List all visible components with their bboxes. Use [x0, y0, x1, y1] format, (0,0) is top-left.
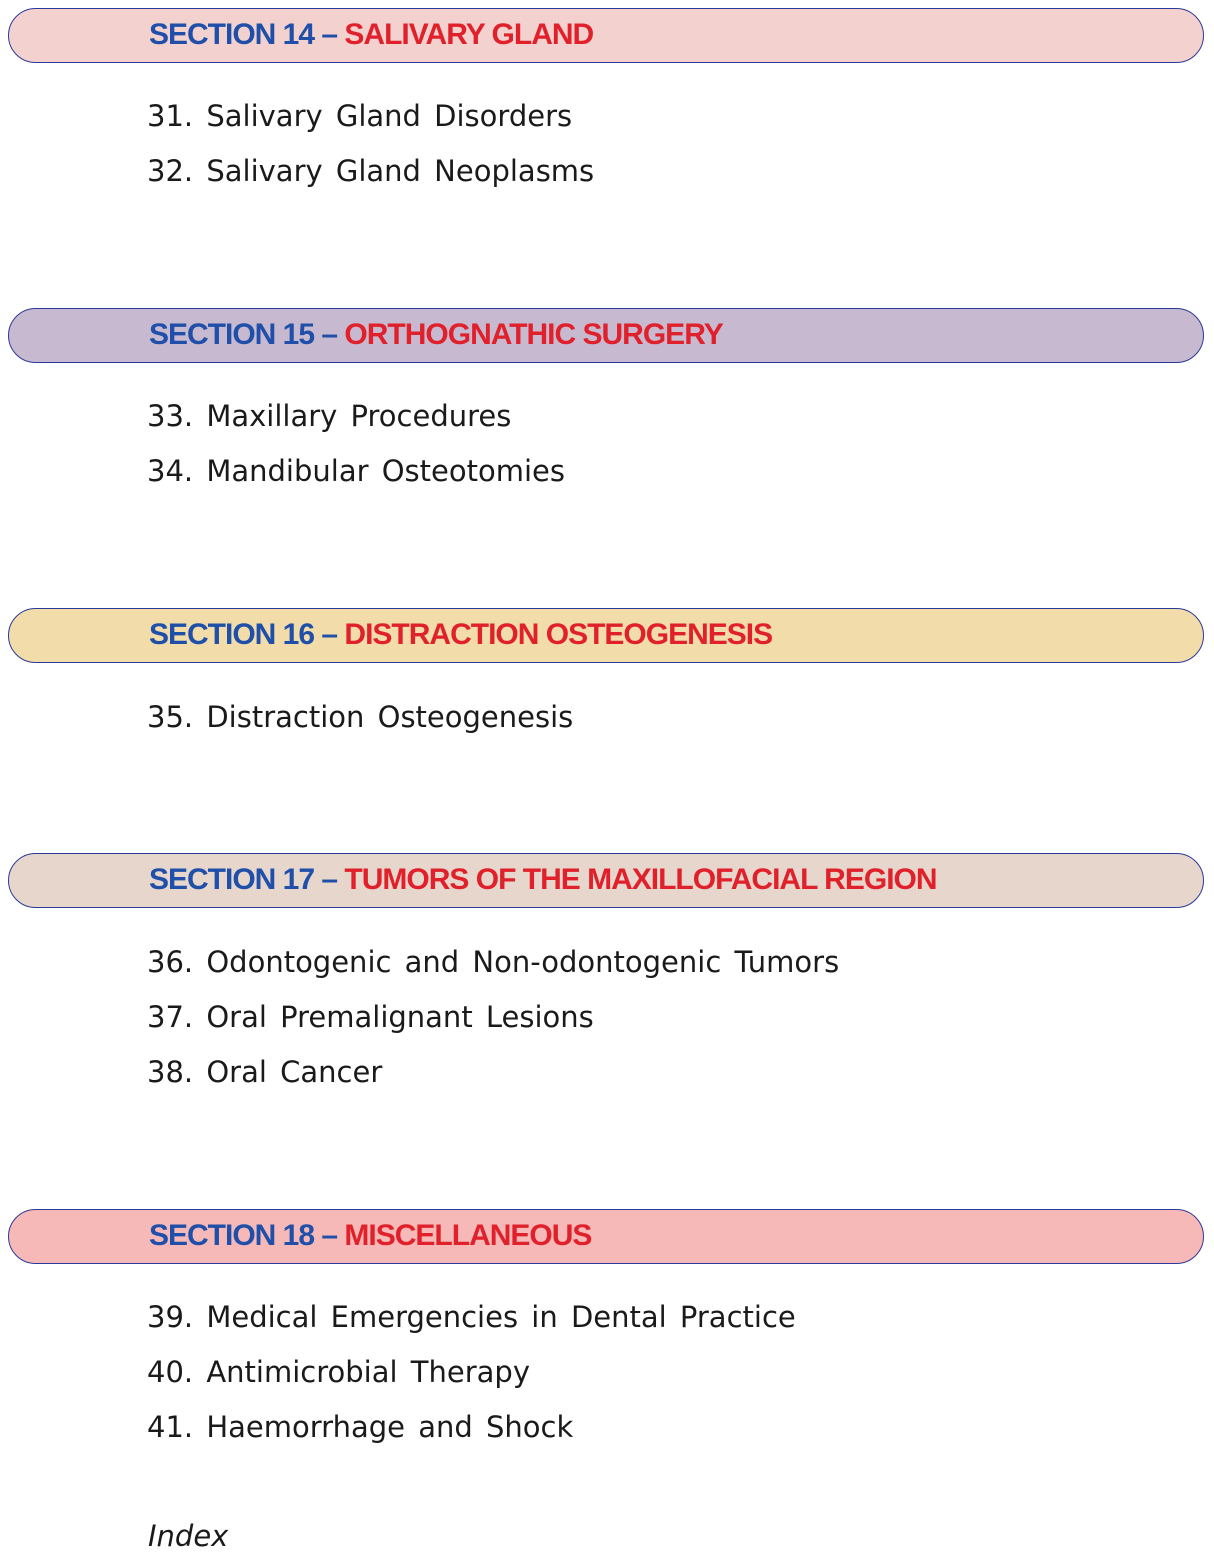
- index-link[interactable]: Index: [148, 1519, 229, 1553]
- section-header-16: [8, 608, 1204, 663]
- section-title: [149, 609, 772, 661]
- section-title: [149, 9, 593, 61]
- section-title: [149, 854, 937, 906]
- section-header-17: [8, 853, 1204, 908]
- section-title: [149, 1210, 591, 1262]
- chapter-item-36[interactable]: 36. Odontogenic and Non-odontogenic Tumors: [147, 945, 840, 979]
- chapter-item-39[interactable]: 39. Medical Emergencies in Dental Practice: [147, 1300, 796, 1334]
- chapter-item-38[interactable]: 38. Oral Cancer: [147, 1055, 383, 1089]
- section-name: DISTRACTION OSTEOGENESIS: [344, 618, 773, 651]
- section-name: SALIVARY GLAND: [344, 18, 594, 51]
- section-number: SECTION 18 –: [149, 1219, 338, 1252]
- section-number: SECTION 14 –: [149, 18, 338, 51]
- chapter-item-41[interactable]: 41. Haemorrhage and Shock: [147, 1410, 574, 1444]
- chapter-item-37[interactable]: 37. Oral Premalignant Lesions: [147, 1000, 594, 1034]
- section-title: [149, 309, 723, 361]
- section-number: SECTION 17 –: [149, 863, 338, 896]
- chapter-item-32[interactable]: 32. Salivary Gland Neoplasms: [147, 154, 595, 188]
- section-number: SECTION 15 –: [149, 318, 338, 351]
- section-name: ORTHOGNATHIC SURGERY: [344, 318, 723, 351]
- chapter-item-31[interactable]: 31. Salivary Gland Disorders: [147, 99, 573, 133]
- chapter-item-33[interactable]: 33. Maxillary Procedures: [147, 399, 512, 433]
- chapter-item-40[interactable]: 40. Antimicrobial Therapy: [147, 1355, 530, 1389]
- section-header-18: [8, 1209, 1204, 1264]
- chapter-item-34[interactable]: 34. Mandibular Osteotomies: [147, 454, 565, 488]
- chapter-item-35[interactable]: 35. Distraction Osteogenesis: [147, 700, 574, 734]
- section-number: SECTION 16 –: [149, 618, 338, 651]
- section-name: MISCELLANEOUS: [344, 1219, 592, 1252]
- section-name: TUMORS OF THE MAXILLOFACIAL REGION: [344, 863, 937, 896]
- section-header-15: [8, 308, 1204, 363]
- section-header-14: [8, 8, 1204, 63]
